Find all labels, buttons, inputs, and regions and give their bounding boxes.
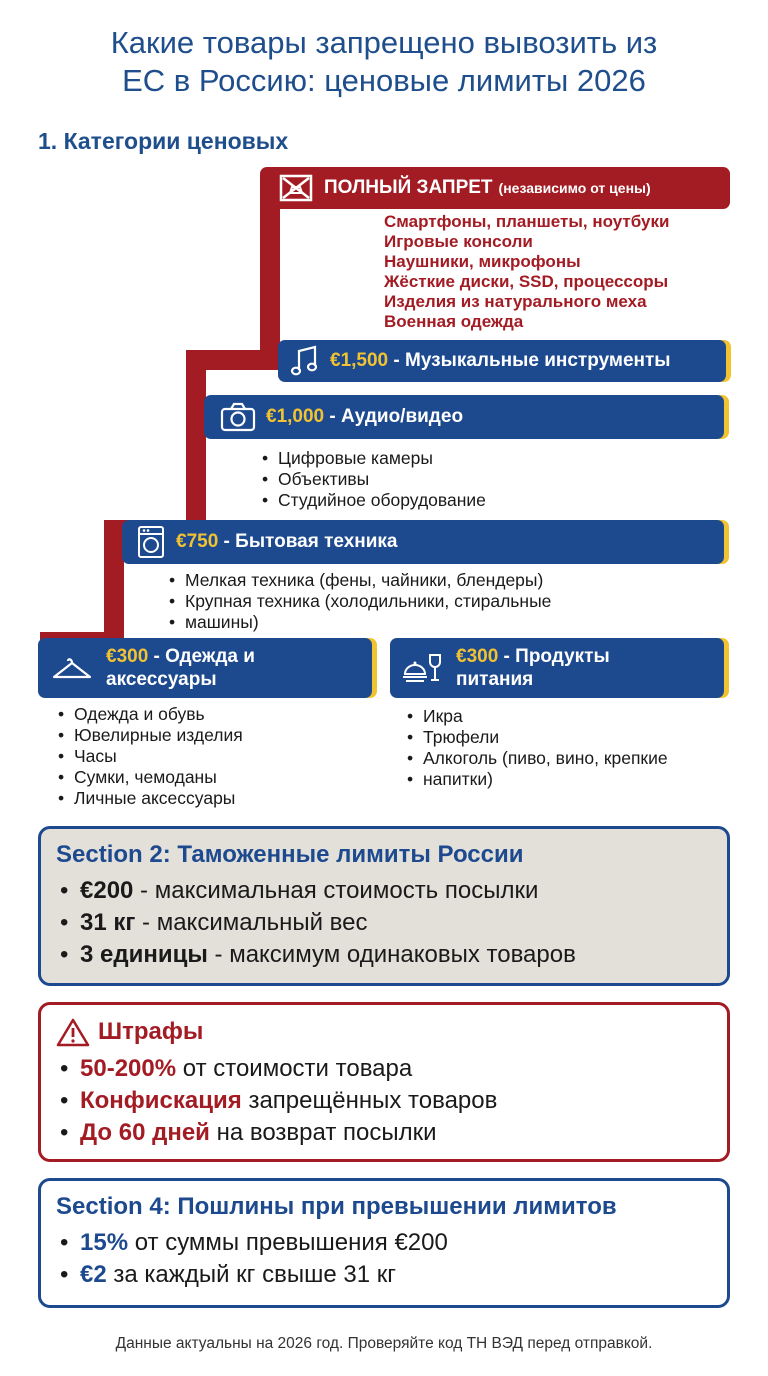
food-wine-icon — [402, 652, 442, 684]
item-text: на возврат посылки — [209, 1119, 437, 1146]
list-item: • Студийное оборудование — [260, 490, 486, 511]
tier-audio-bar — [204, 395, 724, 439]
section2-list — [56, 875, 727, 971]
tier-food-text — [456, 645, 610, 691]
list-item — [56, 1085, 727, 1117]
tier-clothing-label: - Одежда и — [148, 646, 255, 667]
camera-icon — [220, 402, 256, 432]
crossed-box-icon — [278, 173, 314, 203]
list-item — [56, 939, 727, 971]
list-item: • Ювелирные изделия — [56, 725, 243, 746]
list-item — [56, 1259, 727, 1291]
item-bold: Конфискация — [80, 1087, 242, 1114]
ban-items — [384, 212, 669, 332]
item-text: запрещённых товаров — [241, 1087, 498, 1114]
tier-food-bar — [390, 638, 724, 698]
item-text: от суммы превышения €200 — [128, 1229, 448, 1256]
page-title — [0, 24, 768, 100]
section4-title: Section 4: Пошлины при превышении лимитов — [56, 1193, 617, 1220]
ban-item: Изделия из натурального меха — [384, 292, 647, 311]
item-bold: До 60 дней — [80, 1119, 210, 1146]
tier-music-price: €1,500 — [330, 350, 389, 371]
tier-clothing-text — [106, 645, 255, 691]
list-item: • Объективы — [260, 469, 486, 490]
item-text: - максимум одинаковых товаров — [207, 941, 576, 968]
list-item: • Крупная техника (холодильники, стиральные — [167, 591, 551, 612]
list-item-continuation — [405, 769, 668, 790]
item-bold: 31 кг — [80, 909, 136, 936]
ban-item: Наушники, микрофоны — [384, 252, 581, 271]
item-text: - максимальная стоимость посылки — [133, 877, 539, 904]
item-bold: €2 — [80, 1261, 107, 1288]
tier-audio-label: - Аудио/видео — [324, 406, 464, 427]
section2-title: Section 2: Таможенные лимиты России — [56, 841, 524, 868]
ban-item: Жёсткие диски, SSD, процессоры — [384, 272, 669, 291]
full-ban-label: ПОЛНЫЙ ЗАПРЕТ — [324, 177, 493, 198]
tier-appliances-items — [167, 570, 551, 633]
tier-appliances-bar — [122, 520, 724, 564]
tier-food-label: - Продукты — [498, 646, 610, 667]
list-item: • Икра — [405, 706, 668, 727]
item-text: от стоимости товара — [176, 1055, 413, 1082]
staircase-spine — [104, 520, 124, 645]
list-item — [56, 1117, 727, 1149]
fines-list — [56, 1053, 727, 1149]
music-note-icon — [290, 345, 320, 377]
list-item: • Трюфели — [405, 727, 668, 748]
tier-clothing-label-2: аксессуары — [106, 669, 217, 690]
tier-appliances-price: €750 — [176, 531, 219, 552]
title-line-1: Какие товары запрещено вывозить из — [110, 25, 658, 60]
item-bold: €200 — [80, 877, 134, 904]
staircase-spine — [186, 350, 206, 540]
staircase-spine — [260, 190, 280, 365]
list-item — [56, 1227, 727, 1259]
ban-item: Смартфоны, планшеты, ноутбуки — [384, 212, 670, 231]
full-ban-bar — [260, 167, 730, 209]
item-bold: 15% — [80, 1229, 129, 1256]
list-item: • Часы — [56, 746, 243, 767]
item-text: за каждый кг свыше 31 кг — [106, 1261, 396, 1288]
list-item — [56, 1053, 727, 1085]
list-item: • Цифровые камеры — [260, 448, 486, 469]
fines-title-row — [56, 1017, 727, 1047]
fines-box — [38, 1002, 730, 1162]
tier-audio-price: €1,000 — [266, 406, 325, 427]
tier-appliances-label: - Бытовая техника — [218, 531, 398, 552]
list-item: • Сумки, чемоданы — [56, 767, 243, 788]
list-item-continuation — [167, 612, 551, 633]
ban-item: Военная одежда — [384, 312, 524, 331]
item-bold: 50-200% — [80, 1055, 177, 1082]
section1-title: 1. Категории ценовых — [38, 128, 289, 154]
tier-music-label: - Музыкальные инструменты — [388, 350, 671, 371]
list-item — [56, 875, 727, 907]
list-item: • Мелкая техника (фены, чайники, блендеры) — [167, 570, 551, 591]
footer-note: Данные актуальны на 2026 год. Проверяйте код ТН ВЭД перед отправкой. — [115, 1335, 653, 1352]
list-item: • Алкоголь (пиво, вино, крепкие — [405, 748, 668, 769]
list-item: • Одежда и обувь — [56, 704, 243, 725]
tier-clothing-price: €300 — [106, 646, 149, 667]
title-line-2: ЕС в Россию: ценовые лимиты 2026 — [122, 63, 646, 98]
tier-audio-items — [260, 448, 486, 511]
section4-list — [56, 1227, 727, 1291]
list-item-text: напитки) — [423, 769, 493, 789]
fines-title: Штрафы — [98, 1018, 204, 1045]
hanger-icon — [52, 653, 92, 683]
item-text: - максимальный вес — [135, 909, 368, 936]
tier-music-bar — [278, 340, 726, 382]
tier-clothing-items — [56, 704, 243, 809]
section4-box — [38, 1178, 730, 1308]
tier-food-price: €300 — [456, 646, 499, 667]
warning-icon — [56, 1017, 90, 1047]
washing-machine-icon — [136, 525, 166, 559]
tier-food-items — [405, 706, 668, 790]
full-ban-note: (независимо от цены) — [498, 180, 651, 196]
list-item-text: машины) — [185, 612, 259, 632]
ban-item: Игровые консоли — [384, 232, 533, 251]
item-bold: 3 единицы — [80, 941, 208, 968]
tier-clothing-bar — [38, 638, 372, 698]
section2-box — [38, 826, 730, 986]
list-item: • Личные аксессуары — [56, 788, 243, 809]
tier-food-label-2: питания — [456, 669, 534, 690]
list-item — [56, 907, 727, 939]
